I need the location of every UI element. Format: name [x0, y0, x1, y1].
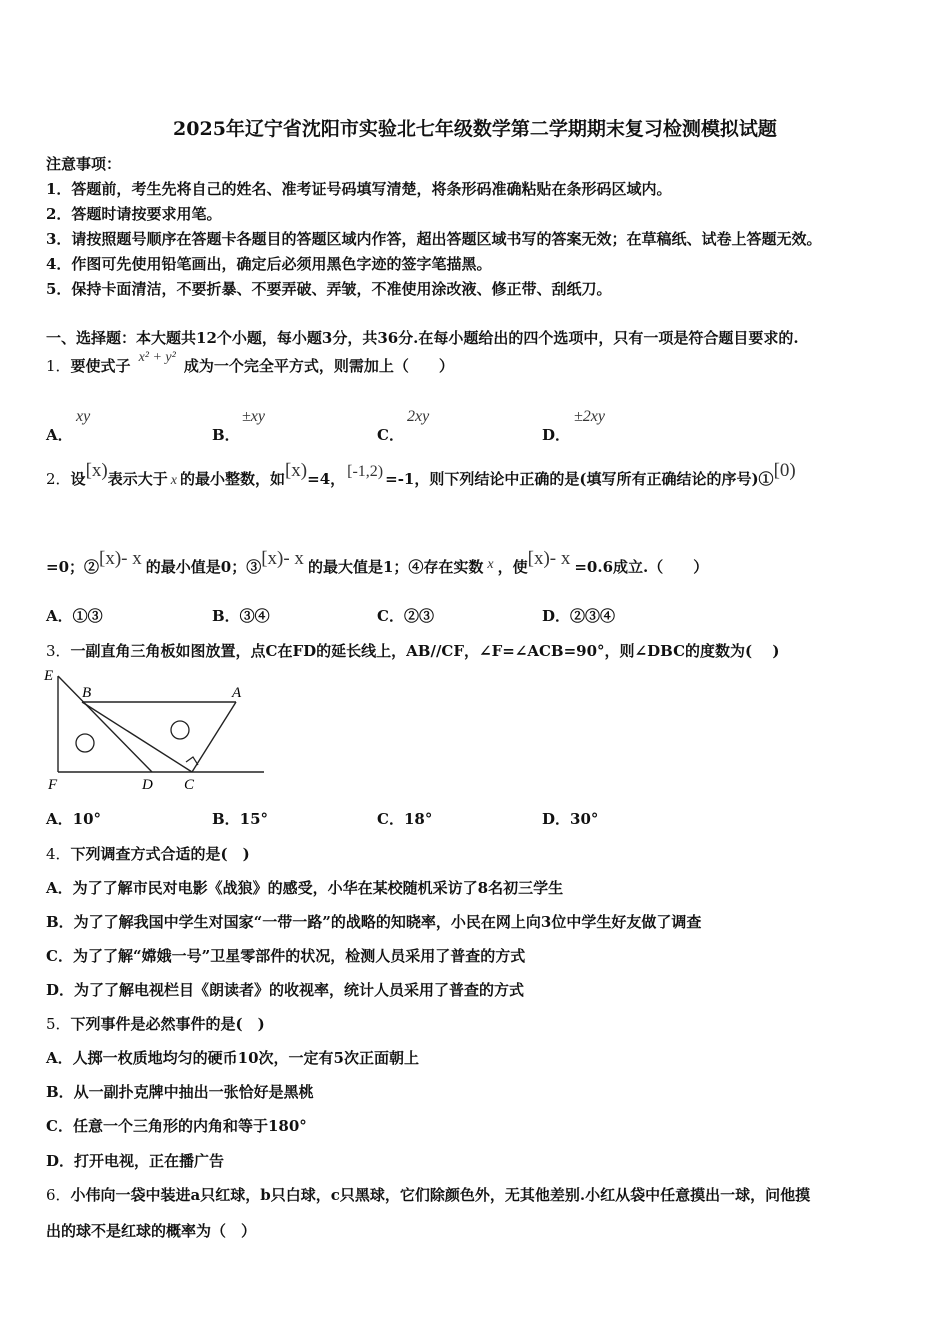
option-d[interactable]: D．打开电视，正在播广告 [46, 1152, 225, 1170]
question-2 [46, 460, 796, 490]
ceil-notation: [x) [85, 460, 108, 481]
option-b[interactable]: B．为了了解我国中学生对国家“一带一路”的战略的知晓率，小民在网上向3位中学生好友做了调查 [46, 913, 702, 931]
label-f: F [48, 777, 58, 793]
question-text: 小伟向一袋中装进a只红球，b只白球，c只黑球，它们除颜色外，无其他差别.小红从袋中任意摸出一球，问他摸 [70, 1186, 811, 1204]
question-text: 要使式子 [70, 357, 131, 375]
question-1 [46, 350, 454, 376]
label-e: E [44, 668, 54, 684]
question-text: =0.6成立.（ ） [574, 558, 709, 576]
label-c: C [184, 777, 195, 793]
notice-item: 4．作图可先使用铅笔画出，确定后必须用黑色字迹的签字笔描黑。 [46, 255, 492, 273]
label-a: A [232, 685, 242, 701]
label-d: D [142, 777, 153, 793]
question-2-line-2 [46, 548, 709, 578]
option-b-math: ±xy [242, 408, 265, 425]
option-c-math: 2xy [407, 408, 430, 425]
option-d[interactable]: D．②③④ [542, 607, 616, 625]
option-a[interactable]: A．为了了解市民对电影《战狼》的感受，小华在某校随机采访了8名初三学生 [46, 879, 564, 897]
question-number: 6． [46, 1186, 71, 1204]
question-text: 的最小值是0；③ [145, 558, 262, 576]
question-number: 1． [46, 357, 71, 375]
question-text: 表示大于 [107, 470, 168, 488]
option-b[interactable]: B．③④ [212, 607, 270, 625]
notice-item: 1．答题前，考生先将自己的姓名、准考证号码填写清楚，将条形码准确粘贴在条形码区域内。 [46, 180, 672, 198]
option-b[interactable]: B． [212, 426, 240, 444]
question-text: 下列调查方式合适的是( ) [70, 845, 250, 863]
question-3 [46, 640, 779, 661]
option-c[interactable]: C．为了了解“嫦娥一号”卫星零部件的状况，检测人员采用了普查的方式 [46, 947, 526, 965]
option-c[interactable]: C．18° [377, 810, 433, 828]
question-6 [46, 1184, 810, 1205]
option-a[interactable]: A．人掷一枚质地均匀的硬币10次，一定有5次正面朝上 [46, 1049, 419, 1067]
question-number: 4． [46, 845, 71, 863]
question-text: 一副直角三角板如图放置，点C在FD的延长线上，AB//CF，∠F=∠ACB=90°，则∠DBC的度数为( ) [70, 642, 780, 660]
question-text: 出的球不是红球的概率为（ ） [46, 1222, 257, 1240]
option-b[interactable]: B．15° [212, 810, 269, 828]
variable-x: x [170, 473, 177, 488]
option-d[interactable]: D．为了了解电视栏目《朗读者》的收视率，统计人员采用了普查的方式 [46, 981, 525, 999]
question-text: 的最大值是1；④存在实数 [307, 558, 484, 576]
option-c[interactable]: C．任意一个三角形的内角和等于180° [46, 1117, 307, 1135]
ceil-notation: [x)- x [261, 548, 304, 569]
question-text: 下列事件是必然事件的是( ) [70, 1015, 265, 1033]
question-text: =4， [307, 470, 346, 488]
option-a-math: xy [76, 408, 91, 425]
option-b[interactable]: B．从一副扑克牌中抽出一张恰好是黑桃 [46, 1083, 314, 1101]
page-title: 2025年辽宁省沈阳市实验北七年级数学第二学期期末复习检测模拟试题 [173, 118, 777, 140]
ceil-notation: [-1,2) [347, 463, 384, 480]
question-number: 5． [46, 1015, 71, 1033]
option-a[interactable]: A．①③ [46, 607, 103, 625]
question-number: 3． [46, 642, 71, 660]
section-heading: 一、选择题：本大题共12个小题，每小题3分，共36分.在每小题给出的四个选项中，只有一项是符合题目要求的. [46, 329, 799, 347]
option-d[interactable]: D． [542, 426, 571, 444]
math-expression: x² + y² [138, 350, 176, 365]
option-c[interactable]: C．②③ [377, 607, 434, 625]
question-4 [46, 843, 250, 864]
ceil-notation: [x)- x [527, 548, 571, 569]
notice-item: 2．答题时请按要求用笔。 [46, 205, 222, 223]
question-number: 2． [46, 470, 71, 488]
question-5 [46, 1013, 265, 1034]
triangle-figure [40, 664, 270, 794]
notice-item: 3．请按照题号顺序在答题卡各题目的答题区域内作答，超出答题区域书写的答案无效；在草稿纸、试卷上答题无效。 [46, 230, 822, 248]
question-text: 设 [70, 470, 86, 488]
option-a[interactable]: A． [46, 426, 73, 444]
ceil-notation: [x) [284, 460, 308, 481]
question-text: =0；② [46, 558, 100, 576]
question-text: 的最小整数，如 [179, 470, 285, 488]
question-text: =-1，则下列结论中正确的是(填写所有正确结论的序号)① [385, 470, 774, 488]
ceil-notation: [x)- x [99, 548, 142, 569]
ceil-notation: [0) [773, 460, 796, 481]
option-a[interactable]: A．10° [46, 810, 102, 828]
label-b: B [82, 685, 92, 701]
variable-x: x [487, 557, 494, 572]
notice-heading: 注意事项： [46, 155, 122, 173]
option-d[interactable]: D．30° [542, 810, 599, 828]
notice-item: 5．保持卡面清洁，不要折暴、不要弄破、弄皱，不准使用涂改液、修正带、刮纸刀。 [46, 280, 612, 298]
question-text: ，使 [497, 558, 528, 576]
option-d-math: ±2xy [574, 408, 605, 425]
option-c[interactable]: C． [377, 426, 404, 444]
question-text: 成为一个完全平方式，则需加上（ ） [183, 357, 454, 375]
